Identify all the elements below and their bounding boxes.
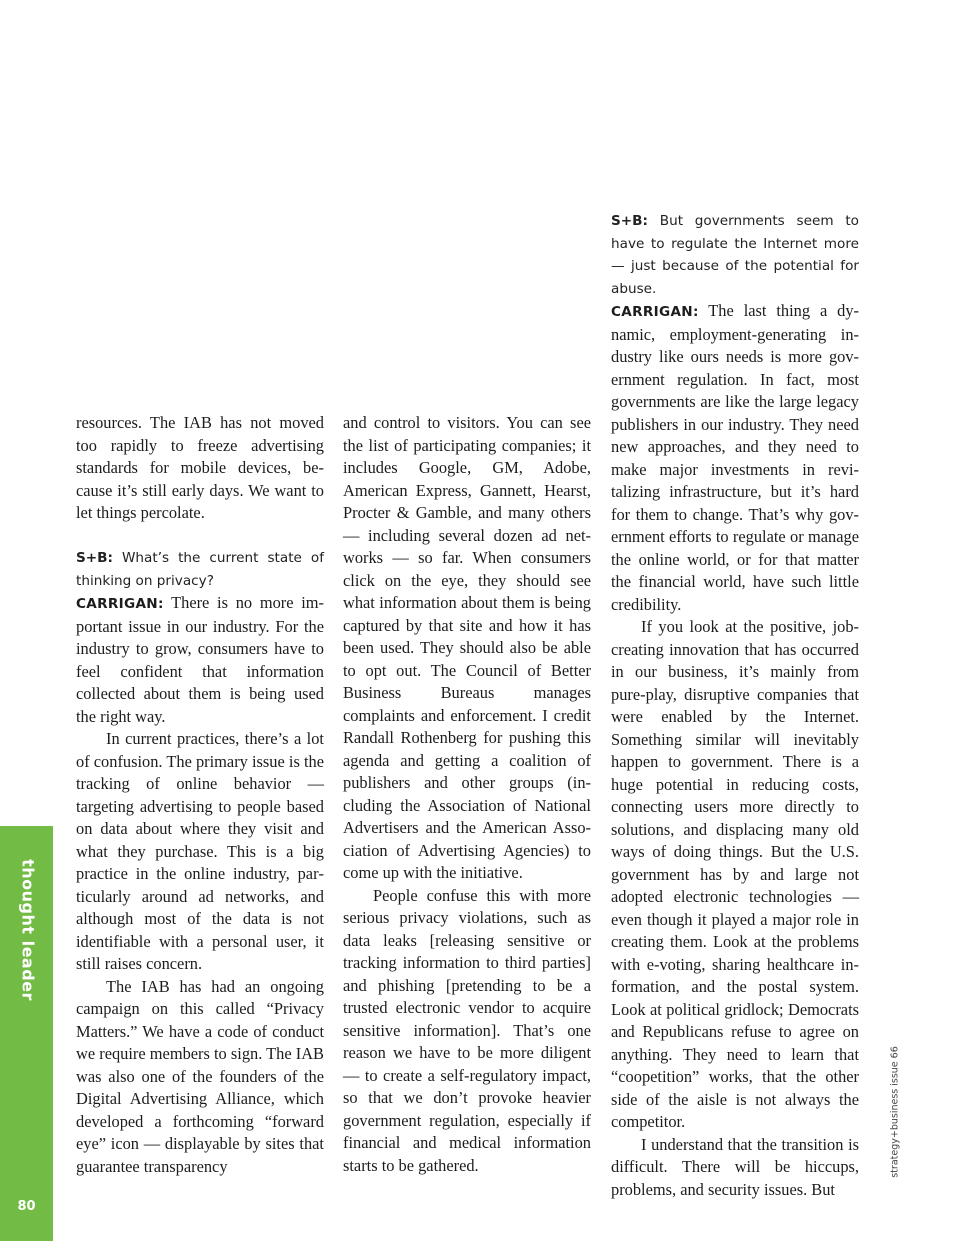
answer-text: The last thing a dynamic, employment-generating industry like ours needs is more government regulation. In fact, most governments are like the large legacy publishers in our industry. They need new approaches, and they need to make major investments in revitalizing infrastructure, but it’s hard for them to change. That’s why government efforts to regulate or manage the online world, or for that matter the financial world, have such little credibility. [611,301,859,614]
paragraph: If you look at the positive, job-creating innovation that has occurred in our business, it’s mainly from pure-play, disruptive companies that were enabled by the Internet. Something similar will inevitably happen to government. There is a huge potential in reducing costs, connecting users more directly to solutions, and displacing many old ways of doing things. But the U.S. government has by and large not adopted electronic technologies — even though it played a major role in creating them. Look at the problems with e-voting, sharing healthcare information, and the postal system. Look at political gridlock; Democrats and Republicans refuse to agree on anything. They need to learn that “coopetition” works, that the other side of the aisle is not always the competitor. [611,617,859,1131]
paragraph: People confuse this with more serious privacy violations, such as data leaks [releasing sensitive or tracking information to third parties] and phishing [pretending to be a trusted electronic vendor to acquire sensitive information]. That’s one reason we have to be more diligent — to create a self-regulatory impact, so that we don’t provoke heavier government regulation, especially if financial and medical information starts to be gathered. [343,885,591,1175]
text-column-2 [343,412,591,1177]
paragraph: In current practices, there’s a lot of confusion. The primary issue is the tracking of online behavior — targeting advertising to people based on data about where they visit and what they purchase. This is a big practice in the online industry, particularly around ad networks, and although most of the data is not identifiable with a personal user, it still raises concern. [76,729,324,973]
question-speaker: S+B: [76,550,113,566]
page-number: 80 [17,1199,36,1214]
answer-speaker: CARRIGAN: [76,596,164,612]
paragraph: resources. The IAB has not moved too rapidly to freeze advertising standards for mobile devices, because it’s still early days. We want to let things percolate. [76,413,324,522]
paragraph: and control to visitors. You can see the list of participating companies; it includes Google, GM, Adobe, American Express, Gannett, Hearst, Procter & Gamble, and many others — including several dozen ad networks — so far. When consumers click on the eye, they should see what information about them is being captured by that site and how it has been used. They should also be able to opt out. The Council of Better Business Bureaus manages complaints and enforcement. I credit Randall Rothenberg for pushing this agenda and getting a coalition of publishers and other groups (including the Association of National Advertisers and the American Association of Advertising Agencies) to come up with the initiative. [343,413,591,882]
question-speaker: S+B: [611,213,648,229]
answer-paragraph [611,300,859,616]
answer-text: There is no more important issue in our industry. For the industry to grow, consumers have to feel confident that information collected about them is being used the right way. [76,593,324,726]
text-column-3 [611,210,859,1201]
section-label: thought leader [18,859,38,1001]
answer-speaker: CARRIGAN: [611,304,699,320]
question-text: What’s the current state of thinking on privacy? [76,550,324,589]
question-text: But governments seem to have to regulate the Internet more — just because of the potential for abuse. [611,213,859,297]
spacer [76,525,324,548]
paragraph: I understand that the transition is difficult. There will be hiccups, problems, and security issues. But [611,1134,859,1199]
paragraph: The IAB has had an ongoing campaign on this called “Privacy Matters.” We have a code of conduct we require members to sign. The IAB was also one of the founders of the Digital Advertising Alliance, which developed a forthcoming “forward eye” icon — displayable by sites that guarantee transparency [76,976,324,1176]
interviewer-question [76,547,324,592]
running-footer: strategy+business issue 66 [889,1046,901,1178]
interviewer-question [611,210,859,300]
answer-paragraph [76,592,324,728]
text-column-1 [76,412,324,1178]
